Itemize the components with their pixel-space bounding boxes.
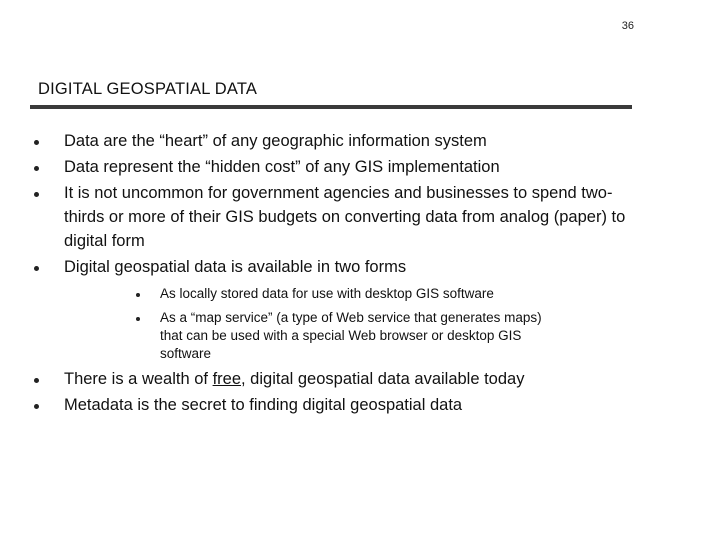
sub-bullet-list bbox=[64, 285, 640, 363]
bullet-text: It is not uncommon for government agencies and businesses to spend two-thirds or more of their GIS budgets on converting data from analog (paper) to digital form bbox=[64, 184, 626, 250]
bullet-text bbox=[64, 370, 524, 388]
bullet-text-after: , digital geospatial data available today bbox=[241, 370, 525, 388]
bullet-item bbox=[0, 129, 720, 153]
sub-bullet-item bbox=[64, 309, 640, 363]
bullet-item bbox=[0, 255, 720, 363]
bullet-dot-icon bbox=[34, 166, 39, 171]
sub-bullet-dot-icon bbox=[136, 293, 140, 297]
title-rule bbox=[30, 105, 632, 109]
bullet-text: Data are the “heart” of any geographic information system bbox=[64, 132, 487, 150]
bullet-item bbox=[0, 393, 720, 417]
bullet-text: Metadata is the secret to finding digital geospatial data bbox=[64, 396, 463, 414]
bullet-dot-icon bbox=[34, 404, 39, 409]
bullet-list bbox=[0, 129, 720, 419]
sub-bullet-item bbox=[64, 285, 640, 303]
bullet-item bbox=[0, 181, 720, 253]
free-underlined-text: free bbox=[212, 370, 242, 388]
bullet-dot-icon bbox=[34, 266, 39, 271]
bullet-item bbox=[0, 155, 720, 179]
bullet-item bbox=[0, 367, 720, 391]
bullet-text: Digital geospatial data is available in two forms bbox=[64, 258, 407, 276]
bullet-dot-icon bbox=[34, 378, 39, 383]
slide-title: DIGITAL GEOSPATIAL DATA bbox=[38, 80, 258, 98]
sub-bullet-dot-icon bbox=[136, 317, 140, 321]
sub-bullet-text: As locally stored data for use with desktop GIS software bbox=[160, 286, 494, 301]
page-number: 36 bbox=[621, 20, 634, 32]
sub-bullet-text: As a “map service” (a type of Web service that generates maps) that can be used with a special Web browser or desktop GIS software bbox=[160, 310, 542, 361]
bullet-dot-icon bbox=[34, 140, 39, 145]
bullet-dot-icon bbox=[34, 192, 39, 197]
bullet-text-before: There is a wealth of bbox=[64, 370, 213, 388]
bullet-text: Data represent the “hidden cost” of any GIS implementation bbox=[64, 158, 500, 176]
